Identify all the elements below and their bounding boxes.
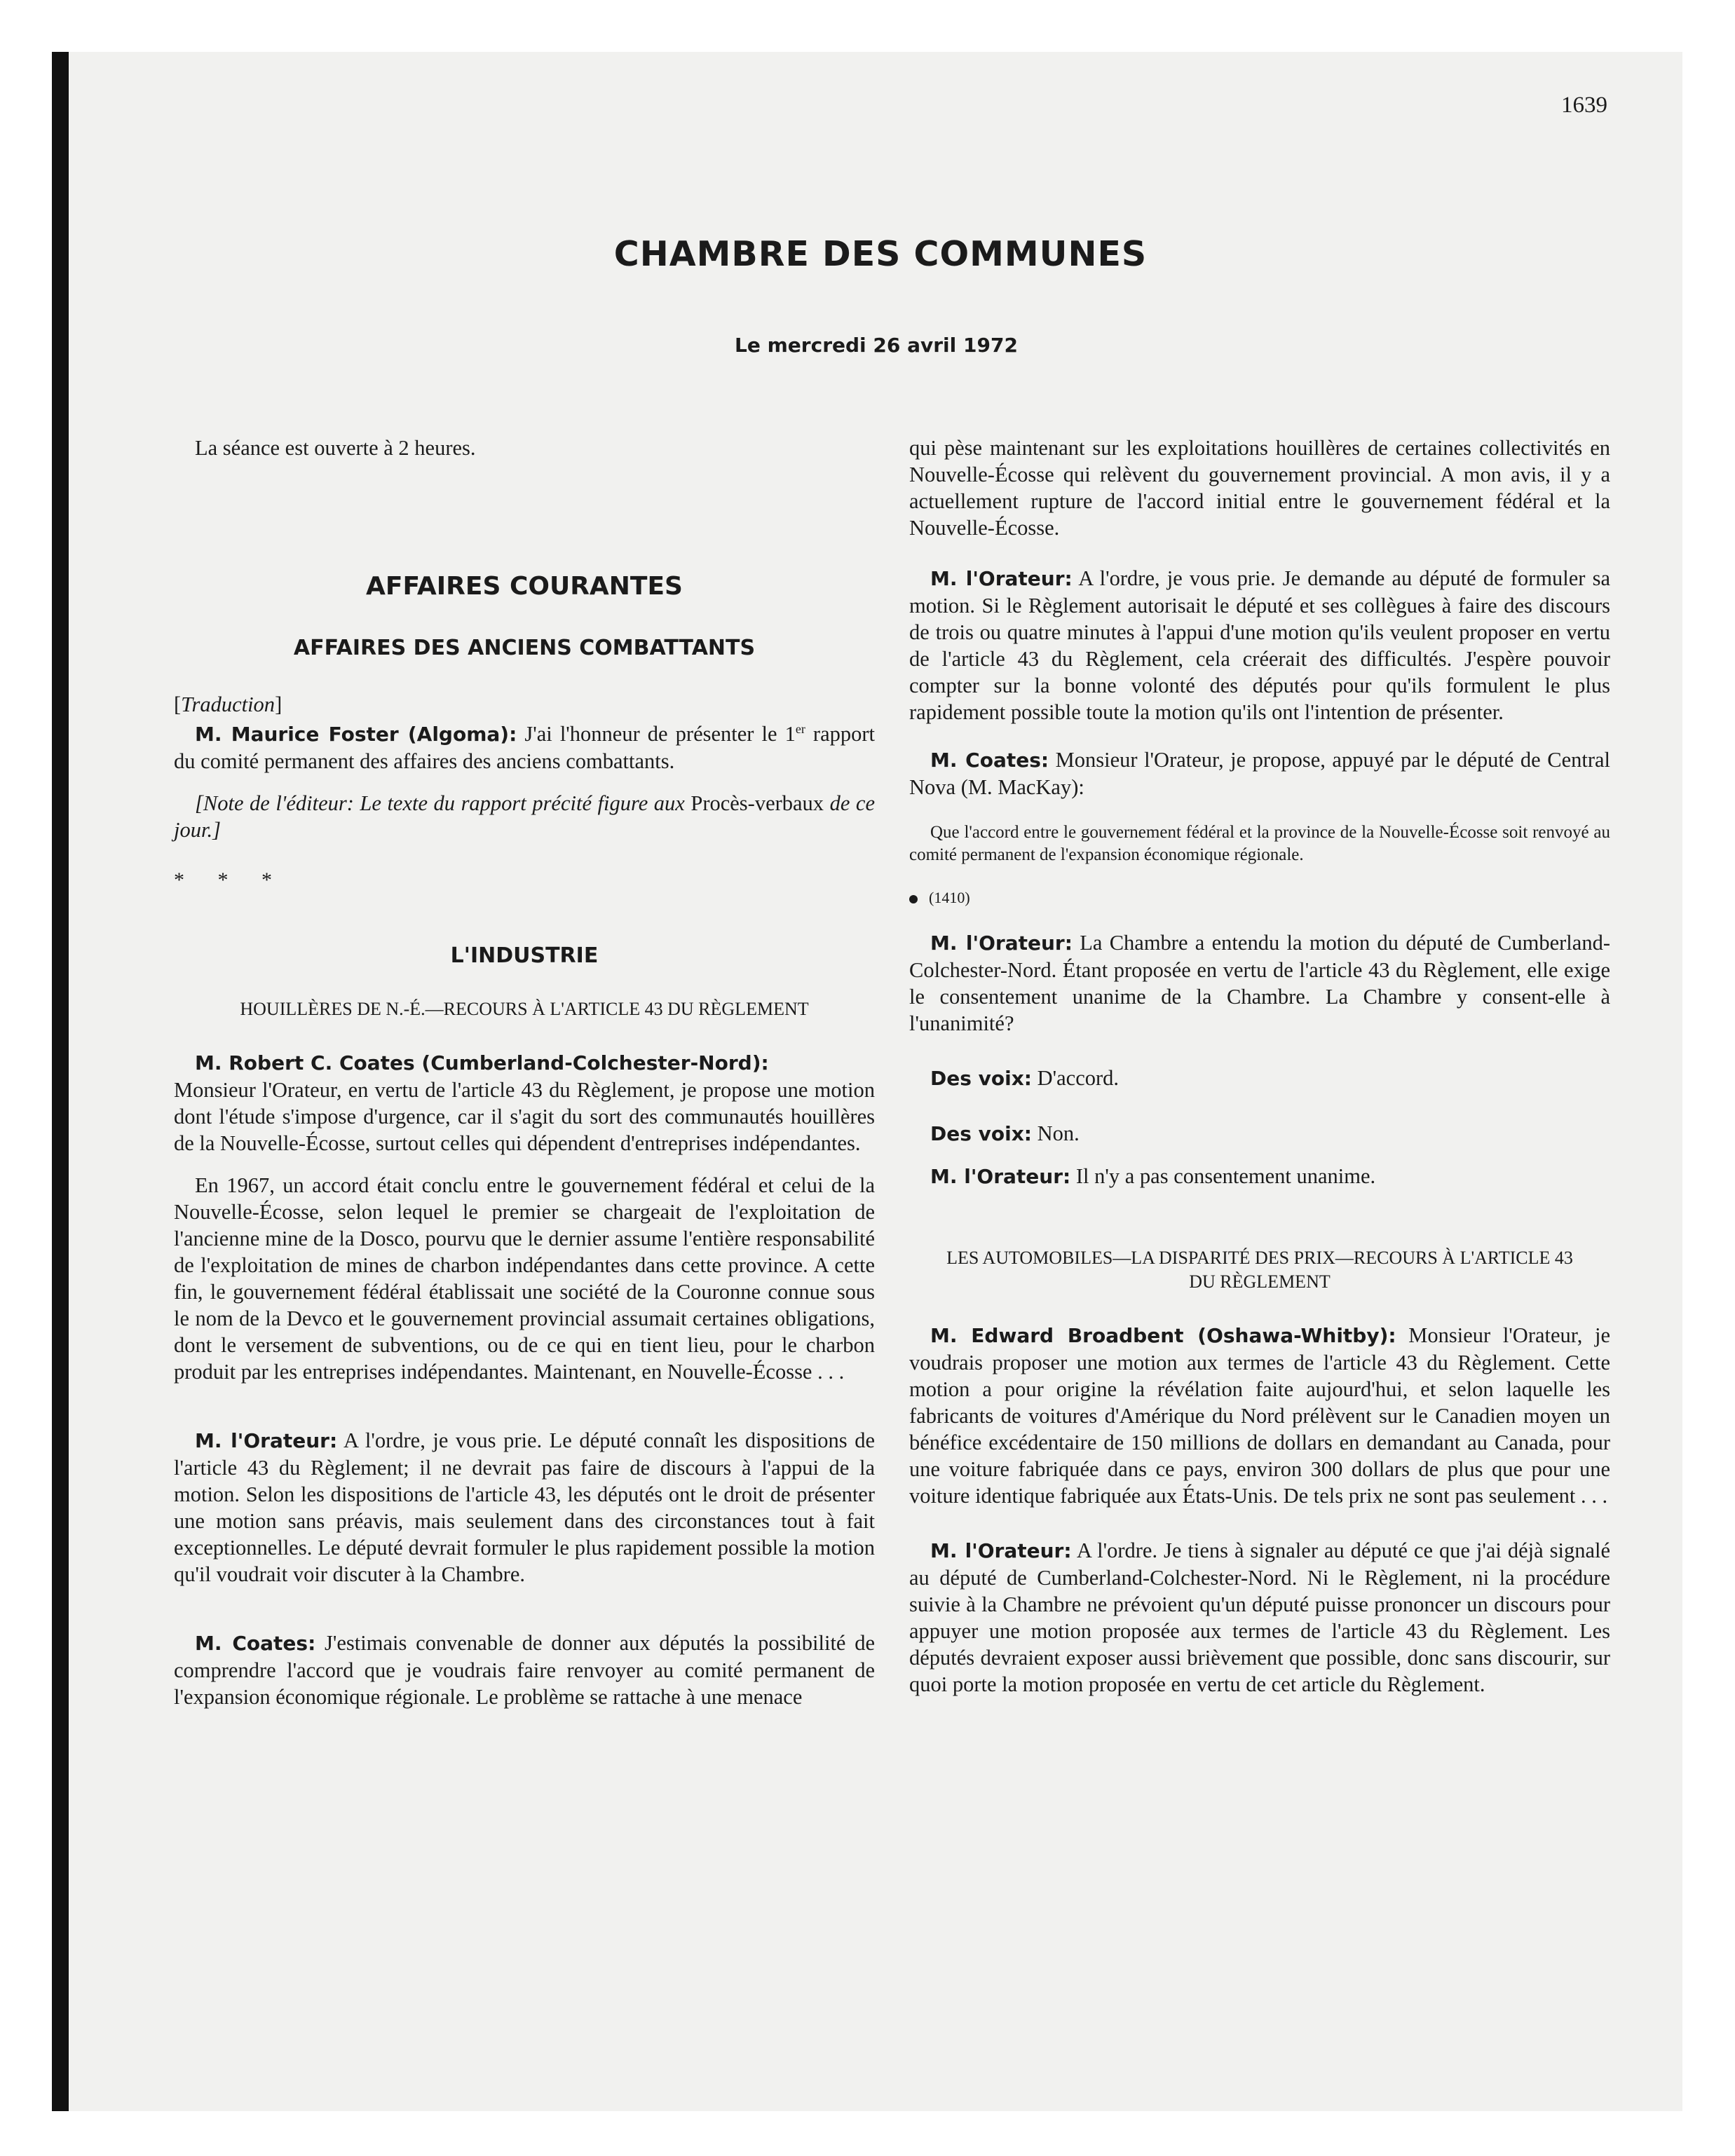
page-title: CHAMBRE DES COMMUNES — [613, 234, 1148, 274]
speaker-name: M. l'Orateur: — [930, 1165, 1071, 1188]
speech-coates-2: M. Coates: J'estimais convenable de donner aux députés la possibilité de comprendre l'accord que je voudrais faire renvoyer au comité permanent de l'expansion économique régionale. Le problème se rattache à une menace — [174, 1631, 875, 1709]
speaker-name: M. l'Orateur: — [195, 1429, 338, 1452]
timestamp: (1410) — [909, 885, 1610, 911]
speaker-name: M. Coates: — [930, 749, 1049, 772]
speaker-name: M. Maurice Foster (Algoma): — [195, 723, 517, 746]
speech-speaker-1: M. l'Orateur: A l'ordre, je vous prie. Le député connaît les dispositions de l'article 43 du Règlement; il ne devrait pas faire de discours à l'appui de la motion. Selon les dispositions de l'article 43, les députés ont le droit de présenter une motion sans préavis, mais seulement dans des circonstances tout à fait exceptionnelles. Le député devrait formuler le plus rapidement possible la motion qu'il voudrait voir discuter à la Chambre. — [174, 1428, 875, 1586]
topic-heading-2: LES AUTOMOBILES—LA DISPARITÉ DES PRIX—RECOURS À L'ARTICLE 43 DU RÈGLEMENT — [946, 1248, 1573, 1292]
speech-coates-1-continued: En 1967, un accord était conclu entre le gouvernement fédéral et celui de la Nouvelle-Écosse, selon lequel le premier se chargeait de l'exploitation de l'ancienne mine de la Dosco, pourvu que le dernier assume l'entière responsabilité de l'exploitation de mines de charbon indépendantes dans cette province. A cette fin, le gouvernement fédéral établissait une société de la Couronne connue sous le nom de la Devco et le gouvernement provincial assumait certaines obligations, dont le versement de subventions, ou de ce qui en tient lieu, pour le charbon produit par les entreprises indépendantes. Maintenant, en Nouvelle-Écosse . . . — [174, 1173, 875, 1384]
speaker-name: M. Robert C. Coates (Cumberland-Colchester-Nord): — [195, 1051, 769, 1074]
speech-speaker-4: M. l'Orateur: Il n'y a pas consentement unanime. — [930, 1164, 1376, 1188]
sitting-date: Le mercredi 26 avril 1972 — [735, 334, 1018, 357]
speech-coates-1: M. Robert C. Coates (Cumberland-Colchester-Nord): Monsieur l'Orateur, en vertu de l'article 43 du Règlement, je propose une motion dont l'étude s'impose d'urgence, car il s'agit du sort des communautés houillères de la Nouvelle-Écosse, surtout celles qui dépendent d'entreprises indépendantes. — [174, 1051, 875, 1155]
speaker-name: M. l'Orateur: — [930, 932, 1073, 955]
speaker-name: M. l'Orateur: — [930, 1539, 1072, 1562]
asterisk-divider: * * * — [174, 868, 286, 892]
speaker-name: M. l'Orateur: — [930, 567, 1073, 590]
opening-line: La séance est ouverte à 2 heures. — [195, 436, 476, 460]
editor-note: [Note de l'éditeur: Le texte du rapport précité figure aux Procès-verbaux de ce jour.] — [174, 791, 875, 842]
speaker-name: Des voix: — [930, 1067, 1032, 1090]
voices-disagree: Des voix: Non. — [930, 1121, 1080, 1145]
speech-foster: M. Maurice Foster (Algoma): J'ai l'honneur de présenter le 1er rapport du comité permanent des affaires des anciens combattants. — [174, 721, 875, 773]
subsection-heading: AFFAIRES DES ANCIENS COMBATTANTS — [293, 636, 756, 660]
section-heading: AFFAIRES COURANTES — [366, 572, 683, 601]
speech-coates-2-continued: qui pèse maintenant sur les exploitations houillères de certaines collectivités en Nouvelle-Écosse qui relèvent du gouvernement provincial. A mon avis, il y a actuellement rupture de l'accord initial entre le gouvernement fédéral et la Nouvelle-Écosse. — [909, 436, 1610, 540]
speech-speaker-5: M. l'Orateur: A l'ordre. Je tiens à signaler au député ce que j'ai déjà signalé au député de Cumberland-Colchester-Nord. Ni le Règlement, ni la procédure suivie à la Chambre ne prévoient qu'un député puisse prononcer un discours pour appuyer une motion proposée aux termes de l'article 43 du Règlement. Les députés devraient exposer aussi brièvement que possible, donc sans discourir, sur quoi porte la motion proposée en vertu de cet article du Règlement. — [909, 1538, 1610, 1696]
motion-text: Que l'accord entre le gouvernement fédéral et la province de la Nouvelle-Écosse soit renvoyé au comité permanent de l'expansion économique régionale. — [909, 823, 1610, 864]
right-column — [909, 435, 1610, 1713]
speech-coates-3: M. Coates: Monsieur l'Orateur, je propose, appuyé par le député de Central Nova (M. MacKay): — [909, 748, 1610, 799]
bullet-icon — [909, 895, 918, 903]
scan-border — [52, 52, 69, 2111]
speech-broadbent: M. Edward Broadbent (Oshawa-Whitby): Monsieur l'Orateur, je voudrais proposer une motion aux termes de l'article 43 du Règlement. Cette motion a pour origine la révélation faite aujourd'hui, et selon laquelle les fabricants de voitures d'Amérique du Nord prélèvent sur le Canadien moyen un bénéfice excédentaire de 150 millions de dollars en demandant au Canada, pour une voiture fabriquée dans ce pays, environ 300 dollars de plus que pour une voiture identique fabriquée aux États-Unis. De tels prix ne sont pas seulement . . . — [909, 1323, 1610, 1508]
rubric-heading: L'INDUSTRIE — [450, 943, 599, 968]
page-number: 1639 — [1561, 93, 1607, 118]
speaker-name: M. Coates: — [195, 1632, 316, 1655]
left-column — [174, 435, 875, 1726]
translation-tag: [Traduction] — [174, 692, 283, 716]
topic-heading: HOUILLÈRES DE N.-É.—RECOURS À L'ARTICLE 43 DU RÈGLEMENT — [240, 999, 809, 1019]
speaker-name: M. Edward Broadbent (Oshawa-Whitby): — [930, 1324, 1396, 1347]
voices-agree: Des voix: D'accord. — [930, 1066, 1120, 1090]
speech-speaker-3: M. l'Orateur: La Chambre a entendu la motion du député de Cumberland-Colchester-Nord. Étant proposée en vertu de l'article 43 du Règlement, elle exige le consentement unanime de la Chambre. La Chambre y consent-elle à l'unanimité? — [909, 931, 1610, 1035]
speech-speaker-2: M. l'Orateur: A l'ordre, je vous prie. Je demande au député de formuler sa motion. Si le Règlement autorisait le député et ses collègues à faire des discours de trois ou quatre minutes à l'appui d'une motion qu'ils veulent proposer en vertu de l'article 43 du Règlement, cela créerait des difficultés. J'espère pouvoir compter sur la bonne volonté des députés pour qu'ils formulent le plus rapidement possible toute la motion qu'ils ont l'intention de présenter. — [909, 566, 1610, 724]
speaker-name: Des voix: — [930, 1122, 1032, 1145]
